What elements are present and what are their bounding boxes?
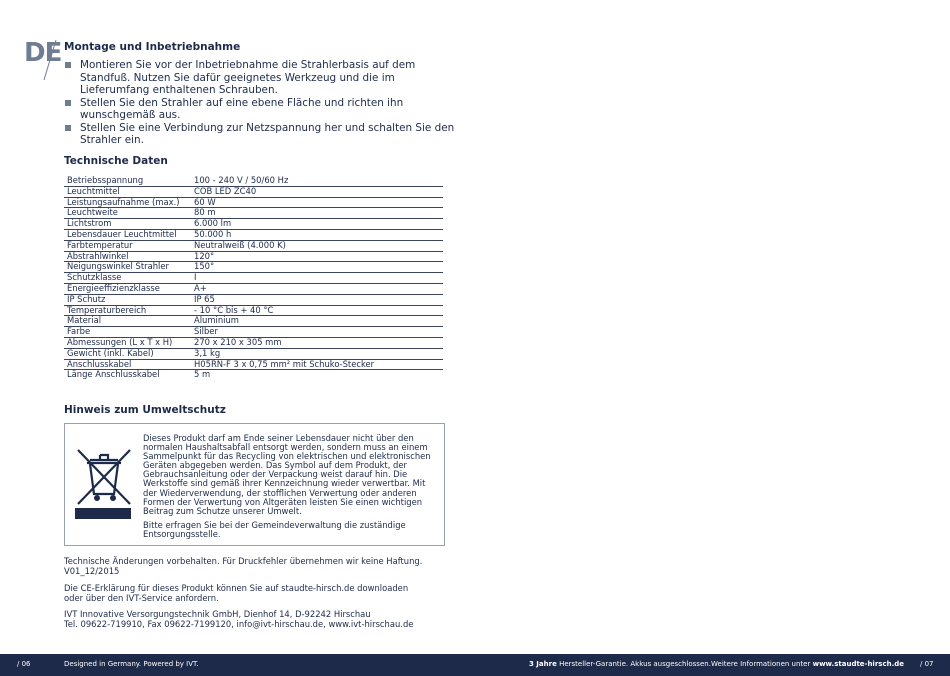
- assembly-bullet-list: [64, 59, 464, 147]
- assembly-bullet: [64, 97, 464, 122]
- table-row: [64, 262, 443, 273]
- spec-value: 50.000 h: [191, 229, 443, 240]
- specs-table: [64, 176, 443, 380]
- table-row: [64, 176, 443, 186]
- spec-value: Neutralweiß (4.000 K): [191, 240, 443, 251]
- spec-label: Temperaturbereich: [64, 305, 191, 316]
- page-number-right: / 07: [920, 660, 934, 668]
- table-row: [64, 337, 443, 348]
- spec-value: A+: [191, 283, 443, 294]
- table-row: [64, 348, 443, 359]
- spec-value: - 10 °C bis + 40 °C: [191, 305, 443, 316]
- spec-value: H05RN-F 3 x 0,75 mm² mit Schuko-Stecker: [191, 359, 443, 370]
- table-row: [64, 251, 443, 262]
- language-code: DE: [24, 38, 62, 68]
- warranty-rest: Hersteller-Garantie. Akkus ausgeschlossen.: [559, 660, 711, 668]
- table-row: [64, 283, 443, 294]
- spec-label: Material: [64, 316, 191, 327]
- assembly-bullet: [64, 59, 464, 97]
- spec-label: Lebensdauer Leuchtmittel: [64, 229, 191, 240]
- company-address: IVT Innovative Versorgungstechnik GmbH, Dienhof 14, D-92242 Hirschau: [64, 609, 371, 619]
- table-row: [64, 359, 443, 370]
- spec-value: Silber: [191, 327, 443, 338]
- spec-value: 5 m: [194, 369, 211, 380]
- changes-note: [64, 556, 424, 577]
- environment-heading: Hinweis zum Umweltschutz: [64, 404, 226, 416]
- spec-value: 100 - 240 V / 50/60 Hz: [191, 176, 443, 186]
- table-row: [64, 273, 443, 284]
- spec-value: 6.000 lm: [191, 219, 443, 230]
- spec-value: 120°: [191, 251, 443, 262]
- table-row: [64, 316, 443, 327]
- spec-value: COB LED ZC40: [191, 186, 443, 197]
- spec-label: Leuchtweite: [64, 208, 191, 219]
- spec-value: 270 x 210 x 305 mm: [191, 337, 443, 348]
- spec-value: Aluminium: [191, 316, 443, 327]
- spec-label: Farbe: [64, 327, 191, 338]
- info-label: Weitere Informationen unter: [711, 660, 811, 668]
- info-text: [711, 660, 904, 668]
- environment-notice-box: [64, 423, 445, 546]
- bottom-bar: [0, 654, 950, 676]
- spec-value: 3,1 kg: [191, 348, 443, 359]
- changes-text: Technische Änderungen vorbehalten. Für Druckfehler übernehmen wir keine Haftung. V01_12/2015: [64, 556, 423, 577]
- bullet-square-icon: [65, 100, 71, 106]
- spec-label: Leuchtmittel: [64, 186, 191, 197]
- table-row: [64, 186, 443, 197]
- spec-value: 150°: [191, 262, 443, 273]
- page-number-left: / 06: [17, 660, 31, 668]
- environment-paragraph: Bitte erfragen Sie bei der Gemeindeverwaltung die zuständige Entsorgungsstelle.: [143, 519, 406, 539]
- company-contact: Tel. 09622-719910, Fax 09622-7199120, info@ivt-hirschau.de, www.ivt-hirschau.de: [64, 619, 414, 630]
- spec-label: Abstrahlwinkel: [64, 251, 191, 262]
- table-row: [64, 327, 443, 338]
- designed-in-text: Designed in Germany. Powered by IVT.: [64, 660, 199, 668]
- spec-value: IP 65: [191, 294, 443, 305]
- download-note: [64, 583, 424, 604]
- specs-heading: Technische Daten: [64, 155, 168, 167]
- bullet-square-icon: [65, 125, 71, 131]
- table-row: [64, 208, 443, 219]
- company-info: [64, 609, 464, 630]
- spec-label: Neigungswinkel Strahler: [64, 262, 191, 273]
- spec-label: Energieeffizienzklasse: [64, 283, 191, 294]
- spec-label: Abmessungen (L x T x H): [64, 337, 191, 348]
- assembly-bullet-text: Stellen Sie den Strahler auf eine ebene Fläche und richten ihn wunschgemäß aus.: [80, 96, 404, 121]
- assembly-bullet-text: Stellen Sie eine Verbindung zur Netzspannung her und schalten Sie den Strahler ein.: [80, 121, 455, 146]
- spec-value: 60 W: [191, 197, 443, 208]
- table-row: [64, 229, 443, 240]
- spec-label: Betriebsspannung: [64, 176, 191, 186]
- download-text: Die CE-Erklärung für dieses Produkt können Sie auf staudte-hirsch.de downloaden oder über den IVT-Service anfordern.: [64, 583, 409, 604]
- table-row: [64, 197, 443, 208]
- spec-label: Farbtemperatur: [64, 240, 191, 251]
- warranty-text: [529, 660, 711, 668]
- spec-label: Anschlusskabel: [64, 359, 191, 370]
- table-row: [64, 294, 443, 305]
- table-row: [64, 219, 443, 230]
- language-slash-divider: [42, 40, 58, 80]
- assembly-bullet: [64, 122, 464, 147]
- environment-paragraph: Dieses Produkt darf am Ende seiner Lebensdauer nicht über den normalen Haushaltsabfall entsorgt werden, sondern muss an einem Sammelpunkt für das Recycling von elektrischen und elektronischen Geräten abgegeben werden. Das Symbol auf dem Produkt, der Gebrauchsanleitung oder der Verpackung weist darauf hin. Die Werkstoffe sind gemäß ihrer Kennzeichnung wieder verwertbar. Mit der Wiederverwendung, der stofflichen Verwertung oder anderen Formen der Verwertung von Altgeräten leisten Sie einen wichtigen Beitrag zum Schutze unserer Umwelt.: [143, 433, 431, 516]
- website-link[interactable]: www.staudte-hirsch.de: [812, 660, 905, 668]
- spec-label: Lichtstrom: [64, 219, 191, 230]
- spec-label: Länge Anschlusskabel: [67, 369, 160, 380]
- spec-value: I: [191, 273, 443, 284]
- warranty-bold: 3 Jahre: [529, 660, 557, 668]
- spec-label: IP Schutz: [64, 294, 191, 305]
- spec-label: Schutzklasse: [64, 273, 191, 284]
- table-row: [64, 305, 443, 316]
- crossed-out-wheelie-bin-icon: [74, 448, 134, 520]
- spec-label: Gewicht (inkl. Kabel): [64, 348, 191, 359]
- bullet-square-icon: [65, 62, 71, 68]
- assembly-bullet-text: Montieren Sie vor der Inbetriebnahme die Strahlerbasis auf dem Standfuß. Nutzen Sie dafür geeignetes Werkzeug und die im Lieferumfang enthaltenen Schrauben.: [80, 59, 416, 96]
- table-row: [64, 370, 443, 380]
- environment-text: [143, 434, 438, 544]
- table-row: [64, 240, 443, 251]
- assembly-heading: Montage und Inbetriebnahme: [64, 41, 241, 53]
- spec-value: 80 m: [191, 208, 443, 219]
- spec-label: Leistungsaufnahme (max.): [64, 197, 191, 208]
